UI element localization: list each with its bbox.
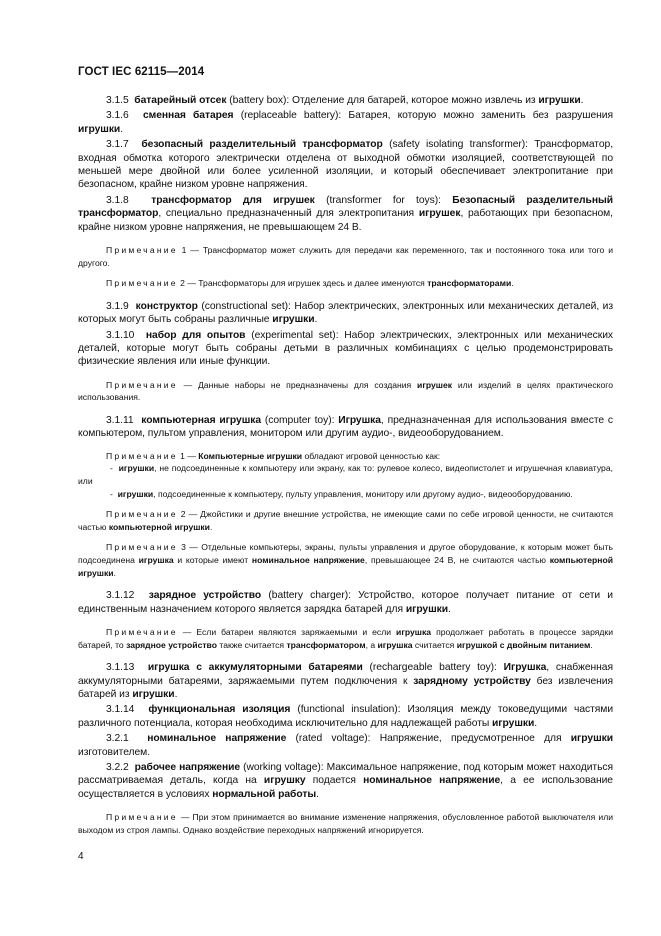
term: безопасный разделительный трансформатор: [141, 139, 383, 151]
note-3-1-11-1: Примечание 1 — Компьютерные игрушки обладают игровой ценностью как:: [106, 450, 441, 461]
note-3-1-10: Примечание — Данные наборы не предназначены для создания игрушек или изделий в целях практического использования.: [78, 379, 613, 403]
note-3-2-2: Примечание — При этом принимается во внимание изменение напряжения, обусловленное работой выключателя или выходом из строя лампы. Однако воздействие переходных напряжений игнорируется.: [78, 812, 614, 835]
definition-3-1-8: 3.1.8 трансформатор для игрушек (transformer for toys): Безопасный разделительный трансформатор, специально предназначенный для электропитания игрушек, работающих при безопасном, крайне низком уровне напряжения, не превышающем 24 В.: [78, 194, 614, 233]
term: сменная батарея: [142, 110, 234, 122]
note-list-item: - игрушки, не подсоединенные к компьютеру или экрану, как то: рулевое колесо, видеопистолет и игрушечная клавиатура, или: [78, 463, 613, 487]
term: компьютерная игрушка: [141, 415, 262, 427]
term: конструктор: [135, 300, 198, 312]
definition-3-1-6: 3.1.6 сменная батарея (replaceable battery): Батарея, которую можно заменить без разрушения игрушки.: [78, 110, 614, 135]
page-number: 4: [78, 851, 84, 862]
term: трансформатор для игрушек: [151, 194, 315, 206]
term: набор для опытов: [145, 329, 246, 341]
definition-3-1-14: 3.1.14 функциональная изоляция (functional insulation): Изоляция между токоведущими частями различного потенциала, которая необходима исключительно для надлежащей работы игрушки.: [78, 704, 614, 729]
term: батарейный отсек: [134, 95, 227, 106]
note-3-1-8-2: Примечание 2 — Трансформаторы для игрушек здесь и далее именуются трансформаторами.: [106, 278, 514, 289]
term: игрушка с аккумуляторными батареями: [147, 662, 363, 674]
definition-3-2-1: 3.2.1 номинальное напряжение (rated voltage): Напряжение, предусмотренное для игрушки изготовителем.: [78, 733, 613, 758]
note-3-1-8-1: Примечание 1 — Трансформатор может служить для передачи как переменного, так и постоянного тока или того и другого.: [78, 245, 614, 268]
term: зарядное устройство: [148, 590, 262, 602]
note-3-1-12: Примечание — Если батареи являются заряжаемыми и если игрушка продолжает работать в процессе зарядки батарей, то зарядное устройство также считается трансформатором, а игрушка считается игрушкой с двойным питанием.: [78, 627, 613, 650]
standard-header: ГОСТ IEC 62115—2014: [78, 66, 205, 78]
term: функциональная изоляция: [148, 704, 291, 716]
definition-3-1-9: 3.1.9 конструктор (constructional set): Набор электрических, электронных или механических деталей, из которых могут быть собраны различные игрушки.: [78, 300, 613, 326]
note-list-item: - игрушки, подсоединенные к компьютеру, пульту управления, монитору или другому аудио-, видеооборудованию.: [110, 488, 573, 499]
term: номинальное напряжение: [147, 733, 287, 745]
definition-3-1-10: 3.1.10 набор для опытов (experimental set): Набор электрических, электронных или механических деталей, которые могут быть собраны детьми в различных комбинациях с целью продемонстрировать физические явления или иные функции.: [78, 329, 614, 368]
definition-3-1-12: 3.1.12 зарядное устройство (battery charger): Устройство, которое получает питание от сети и единственным назначением которого является зарядка батарей для игрушки.: [78, 590, 614, 615]
definition-3-1-7: 3.1.7 безопасный разделительный трансформатор (safety isolating transformer): Трансформатор, входная обмотка которого электрически отделена от выходной обмотки изоляцией, соответствующей по меньшей мере двойной или более усиленной изоляции, и который обеспечивает электропитание при безопасном, крайне низком уровне напряжения.: [78, 139, 614, 191]
note-3-1-11-2: Примечание 2 — Джойстики и другие внешние устройства, не имеющие сами по себе игровой ценности, не считаются частью компьютерной игрушки.: [78, 509, 613, 532]
note-3-1-11-3: Примечание 3 — Отдельные компьютеры, экраны, пульты управления и другое оборудование, к которым может быть подсоединена игрушка и которые имеют номинальное напряжение, превышающее 24 В, не считаются частью компьютерной игрушки.: [78, 542, 613, 578]
page-content: [78, 94, 613, 836]
definition-3-1-11: 3.1.11 компьютерная игрушка (computer toy): Игрушка, предназначенная для использования вместе с компьютером, пультом управления, монитором или другим аудио-, видеооборудованием.: [78, 415, 613, 440]
definition-3-2-2: 3.2.2 рабочее напряжение (working voltage): Максимальное напряжение, под которым может находиться рассматриваемая деталь, когда на игрушку подается номинальное напряжение, а ее использование осуществляется в условиях нормальной работы.: [78, 762, 614, 800]
term: рабочее напряжение: [134, 762, 241, 774]
definition-3-1-13: 3.1.13 игрушка с аккумуляторными батареями (rechargeable battery toy): Игрушка, снабженная аккумуляторными батареями, заряжаемыми путем подключения к зарядному устройству без извлечения батарей из игрушки.: [78, 662, 614, 701]
definition-3-1-5: 3.1.5 батарейный отсек (battery box): Отделение для батарей, которое можно извлечь из игрушки.: [106, 95, 584, 106]
